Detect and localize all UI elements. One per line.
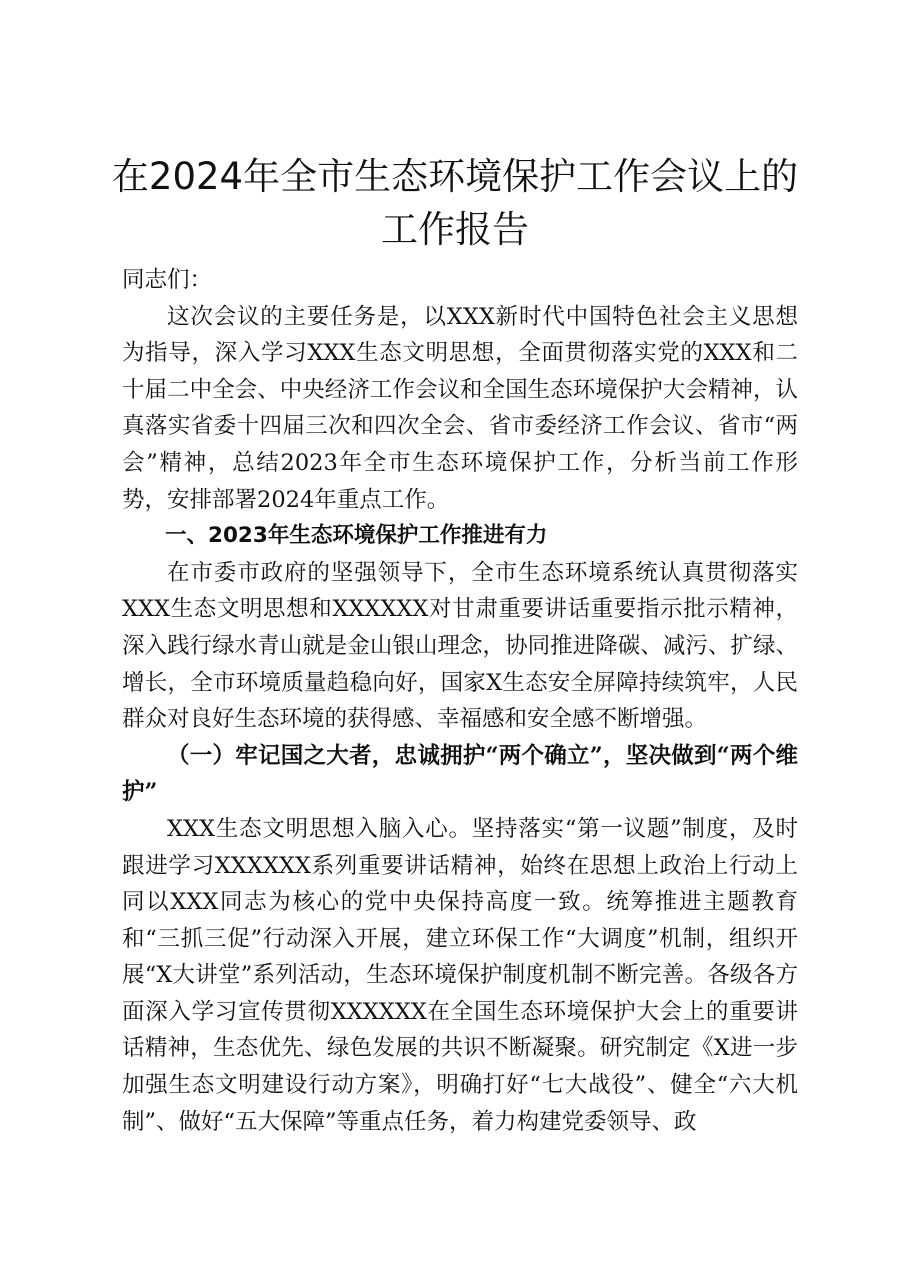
section-heading: 一、2023年生态环境保护工作推进有力 <box>165 523 548 549</box>
greeting: 同志们： <box>122 267 213 293</box>
document-title: 在2024年全市生态环境保护工作会议上的工作报告 <box>111 155 799 251</box>
subsection-paragraph: XXX生态文明思想入脑入心。坚持落实“第一议题”制度，及时跟进学习XXXXXX系列重要讲话精神，始终在思想上政治上行动上同以XXX同志为核心的党中央保持高度一致。统筹推进主题教育和“三抓三促”行动深入开展，建立环保工作“大调度”机制，组织开展“X大讲堂”系列活动，生态环境保护制度机制不断完善。各级各方面深入学习宣传贯彻XXXXXX在全国生态环境保护大会上的重要讲话精神，生态优先、绿色发展的共识不断凝聚。研究制定《X进一步加强生态文明建设行动方案》，明确打好“七大战役”、健全“六大机制”、做好“五大保障”等重点任务，着力构建党委领导、政 <box>122 815 798 1135</box>
subsection-heading: （一）牢记国之大者，忠诚拥护“两个确立”，坚决做到“两个维护” <box>122 742 798 806</box>
document-body <box>122 262 798 1140</box>
section-intro-paragraph: 在市委市政府的坚强领导下，全市生态环境系统认真贯彻落实XXX生态文明思想和XXXXXX对甘肃重要讲话重要指示批示精神，深入践行绿水青山就是金山银山理念，协同推进降碳、减污、扩绿、增长，全市环境质量趋稳向好，国家X生态安全屏障持续筑牢，人民群众对良好生态环境的获得感、幸福感和安全感不断增强。 <box>122 559 798 733</box>
opening-paragraph: 这次会议的主要任务是，以XXX新时代中国特色社会主义思想为指导，深入学习XXX生态文明思想，全面贯彻落实党的XXX和二十届二中全会、中央经济工作会议和全国生态环境保护大会精神，认真落实省委十四届三次和四次全会、省市委经济工作会议、省市“两会”精神，总结2023年全市生态环境保护工作，分析当前工作形势，安排部署2024年重点工作。 <box>122 303 798 513</box>
